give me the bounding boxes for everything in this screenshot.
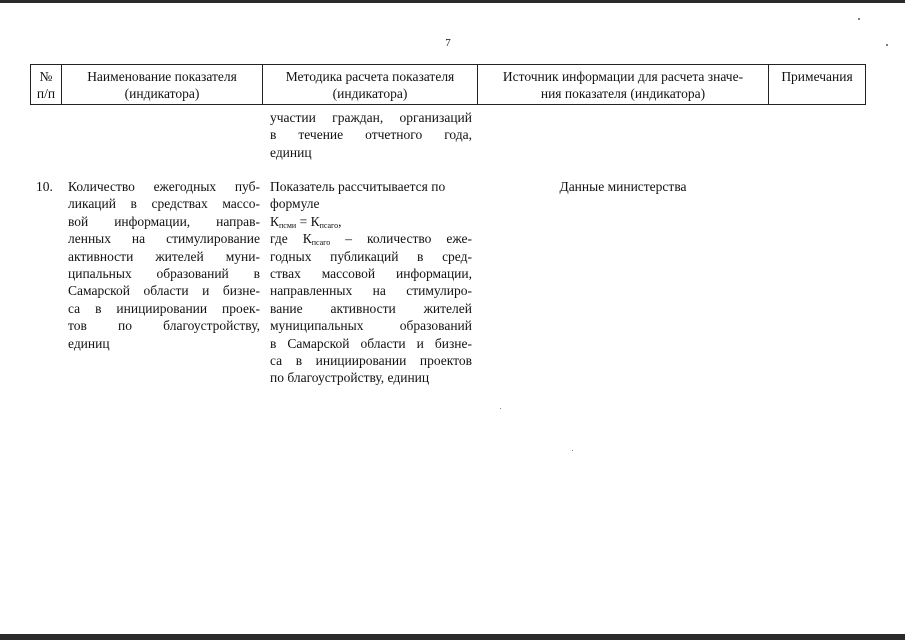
continuation-line: участии граждан, организаций bbox=[270, 110, 472, 125]
scan-speck bbox=[886, 44, 888, 46]
continuation-method bbox=[270, 109, 472, 161]
method-line: са в инициировании проектов bbox=[270, 353, 472, 369]
name-line: тов по благоустройству, bbox=[68, 318, 260, 334]
name-line: ципальных образований в bbox=[68, 266, 260, 282]
name-line: ликаций в средствах массо- bbox=[68, 196, 260, 212]
name-line: Количество ежегодных пуб- bbox=[68, 179, 260, 194]
definition-subscript: псаго bbox=[311, 238, 331, 248]
method-line: вание активности жителей bbox=[270, 300, 472, 316]
header-method bbox=[262, 64, 478, 105]
header-source bbox=[477, 64, 769, 105]
header-source-line: Источник информации для расчета значе- bbox=[502, 68, 744, 84]
header-notes bbox=[768, 64, 866, 105]
method-line: Показатель рассчитывается по bbox=[270, 179, 446, 194]
name-line: вой информации, направ- bbox=[68, 213, 260, 229]
continuation-line: единиц bbox=[270, 144, 312, 160]
method-line: ствах массовой информации, bbox=[270, 266, 472, 282]
header-number bbox=[30, 64, 62, 105]
header-method-line: Методика расчета показателя bbox=[285, 68, 455, 84]
definition-rest: – количество еже- bbox=[330, 231, 472, 247]
method-line: по благоустройству, единиц bbox=[270, 370, 430, 386]
page-number: 7 bbox=[445, 37, 451, 49]
method-line: годных публикаций в сред- bbox=[270, 248, 472, 264]
method-formula bbox=[270, 213, 472, 230]
formula-k: К bbox=[270, 213, 280, 229]
method-line: в Самарской области и бизне- bbox=[270, 335, 472, 351]
header-indicator-name-line: (индикатора) bbox=[124, 85, 200, 101]
header-notes-line: Примечания bbox=[781, 69, 853, 84]
name-line: Самарской области и бизне- bbox=[68, 283, 260, 299]
header-indicator-name bbox=[61, 64, 263, 105]
scan-speck bbox=[500, 408, 501, 409]
scan-speck bbox=[858, 18, 860, 20]
name-line: са в инициировании проек- bbox=[68, 300, 260, 316]
scan-speck bbox=[572, 450, 573, 451]
method-line: формуле bbox=[270, 196, 320, 212]
method-definition bbox=[270, 230, 472, 247]
definition-prefix: где К bbox=[270, 231, 312, 247]
formula-eq: = К bbox=[296, 213, 320, 229]
top-border bbox=[0, 0, 905, 3]
bottom-border bbox=[0, 634, 905, 640]
name-line: ленных на стимулирование bbox=[68, 231, 260, 247]
row-10-indicator-name bbox=[68, 178, 260, 352]
method-line: муниципальных образований bbox=[270, 318, 472, 334]
row-10-source: Данные министерства bbox=[559, 179, 687, 194]
method-line: направленных на стимулиро- bbox=[270, 283, 472, 299]
formula-subscript: псаго bbox=[319, 220, 339, 230]
header-indicator-name-line: Наименование показателя bbox=[87, 68, 237, 84]
formula-subscript: псми bbox=[279, 220, 297, 230]
row-10-method bbox=[270, 178, 472, 387]
name-line: единиц bbox=[68, 335, 110, 351]
continuation-line: в течение отчетного года, bbox=[270, 127, 472, 143]
header-number-line: п/п bbox=[36, 85, 56, 101]
header-number-line: № bbox=[39, 68, 53, 84]
header-source-line: ния показателя (индикатора) bbox=[540, 85, 706, 101]
row-10-number: 10. bbox=[36, 179, 53, 194]
formula-tail: , bbox=[338, 213, 342, 229]
name-line: активности жителей муни- bbox=[68, 248, 260, 264]
header-method-line: (индикатора) bbox=[332, 85, 408, 101]
